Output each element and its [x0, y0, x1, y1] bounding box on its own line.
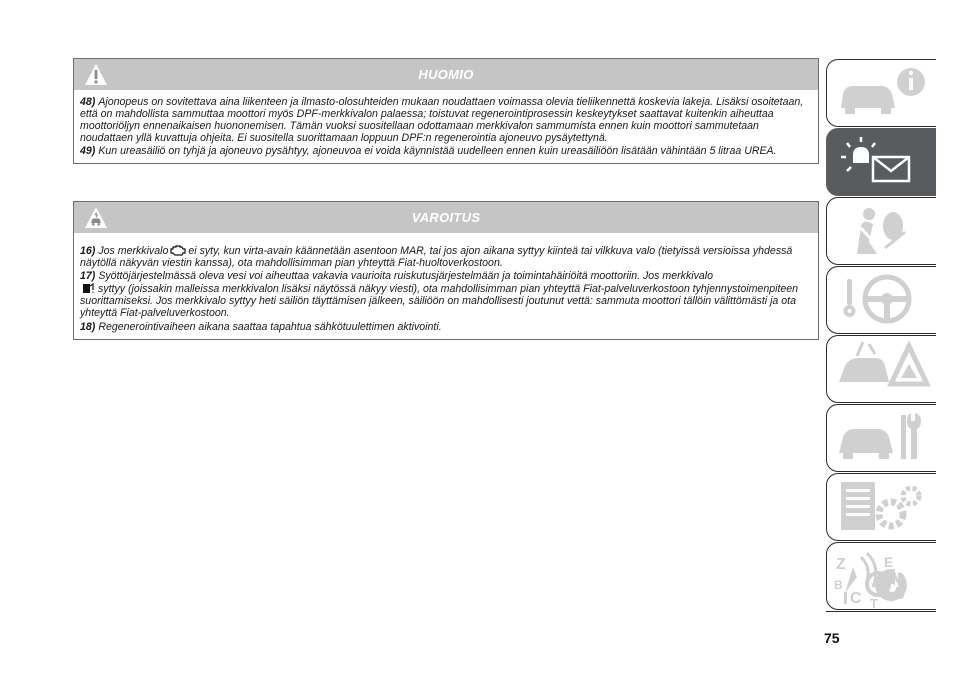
warning-body — [74, 233, 818, 339]
notice-item-49: 49) Kun ureasäiliö on tyhjä ja ajoneuvo pysähtyy, ajoneuvoa ei voida käynnistää uudelleen ennen kuin ureasäiliöön lisätään vähintään 5 litraa UREA. — [80, 145, 777, 158]
notice-box — [73, 58, 819, 164]
warning-item-18: 18) Regenerointivaiheen aikana saattaa tapahtua sähkötuulettimen aktivointi. — [80, 320, 442, 333]
index-letter-a: A — [888, 570, 900, 587]
airbag-passenger-icon — [835, 202, 931, 260]
index-tab-border — [826, 611, 936, 612]
tab-car-info[interactable] — [826, 59, 936, 127]
alphabetical-index-icon[interactable] — [834, 556, 924, 612]
warning-box — [73, 201, 819, 340]
tab-safety[interactable] — [826, 197, 936, 265]
car-info-icon — [835, 64, 931, 122]
tab-technical-data[interactable] — [826, 473, 936, 541]
warning-title: VAROITUS — [411, 210, 481, 225]
tab-warning-lights[interactable] — [826, 128, 936, 196]
index-letter-z: Z — [836, 556, 846, 573]
warning-header — [74, 202, 818, 233]
tab-starting-driving[interactable] — [826, 266, 936, 334]
page-number: 75 — [824, 630, 840, 646]
engine-warning-icon — [170, 244, 186, 256]
car-breakdown-icon — [835, 340, 931, 398]
index-letter-b: B — [834, 578, 843, 592]
index-letter-t: T — [870, 596, 878, 611]
tab-maintenance[interactable] — [826, 404, 936, 472]
warning-lights-icon — [835, 133, 931, 191]
technical-data-icon — [835, 478, 931, 536]
notice-header — [74, 59, 818, 90]
key-steering-wheel-icon — [835, 271, 931, 329]
notice-item-48: 48) Ajonopeus on sovitettava aina liikenteen ja ilmasto-olosuhteiden mukaan noudattaen voimassa olevia tieliikennettä koskevia lakeja. Lisäksi osoitetaan, että on mahdollista sammuttaa moottori myös DPF-merkkivalon palaessa; toistuvat regenerointiprosessin keskeytykset saattavat kuitenkin aiheuttaa moottoriöljyn ennenaikaisen huononemisen. Tämän vuoksi suositellaan odottamaan merkkivalon sammumista ennen kuin moottori sammutetaan noudattaen yllä kuvattuja ohjeita. Ei suositella suorittamaan loppuun DPF:n regenerointia ajoneuvo pysäytettynä. — [80, 96, 804, 145]
warning-item-17: 17) Syöttöjärjestelmässä oleva vesi voi aiheuttaa vakavia vaurioita ruiskutusjärjestelmään ja toimintahäiriöitä moottoriin. Jos merkkivalo syttyy (joissakin malleissa merkkivalon lisäksi näytössä näkyy viesti), ota mahdollisimman pian yhteyttä Fiat-palveluverkostoon tyhjennystoimenpiteen suorittamiseksi. Jos merkkivalo syttyy heti säiliön täyttämisen jälkeen, säiliöön on mahdollisesti joutunut vettä: sammuta moottori tällöin välittömästi ja ota yhteyttä Fiat-palveluverkostoon. — [80, 270, 799, 320]
index-letter-i — [844, 592, 847, 604]
index-letter-e: E — [884, 554, 894, 570]
notice-body — [74, 90, 818, 163]
index-letter-c: C — [850, 590, 862, 607]
water-in-fuel-icon — [82, 282, 96, 294]
tab-emergency[interactable] — [826, 335, 936, 403]
warning-item-16: 16) Jos merkkivalo ei syty, kun virta-avain käännetään asentoon MAR, tai jos ajon aikana syttyy kiinteä tai vilkkuva valo (tietyissä versioissa yhdessä näytöllä näkyvän viestin kanssa), ota mahdollisimman pian yhteyttä Fiat-huoltoverkostoon. — [80, 245, 793, 270]
car-service-icon — [835, 409, 931, 467]
notice-title: HUOMIO — [418, 67, 474, 82]
index-letter-d: D — [896, 588, 905, 602]
